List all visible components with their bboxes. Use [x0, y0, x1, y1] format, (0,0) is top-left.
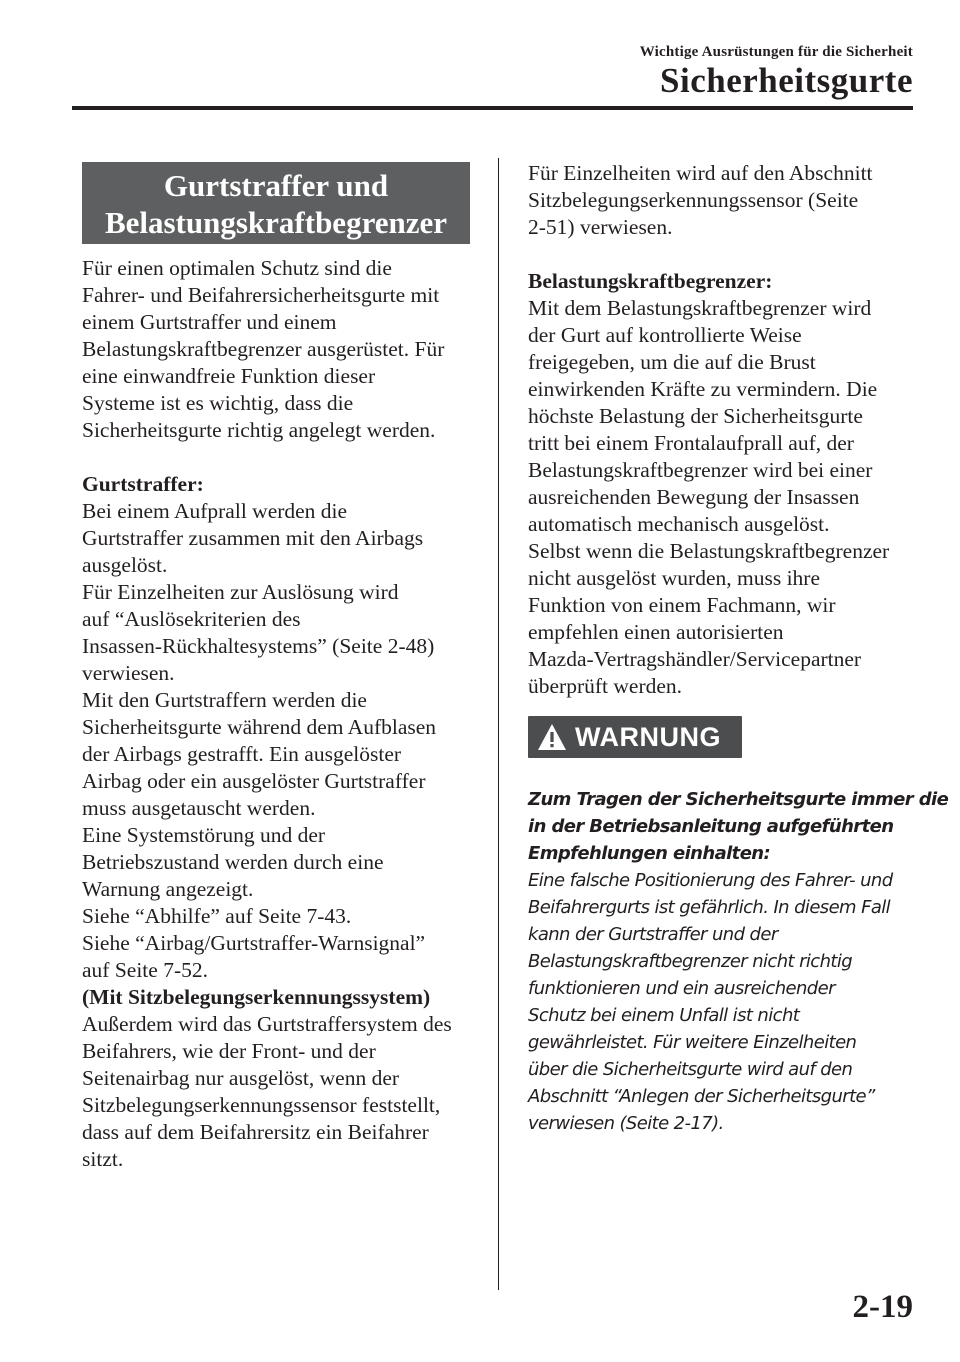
text-line: Bei einem Aufprall werden die — [82, 499, 348, 523]
occupancy-paragraph — [82, 1011, 474, 1173]
text-line: Mazda-Vertragshändler/Servicepartner — [528, 647, 862, 671]
warning-triangle-icon — [537, 723, 567, 751]
text-line: auf “Auslösekriterien des — [82, 607, 301, 631]
text-line: Sicherheitsgurte richtig angelegt werden. — [82, 418, 436, 442]
text-line: Gurtstraffer zusammen mit den Airbags — [82, 526, 424, 550]
text-line: Sicherheitsgurte während dem Aufblasen — [82, 715, 437, 739]
text-line: Siehe “Airbag/Gurtstraffer-Warnsignal” — [82, 931, 426, 955]
text-line: Beifahrers, wie der Front- und der — [82, 1039, 376, 1063]
text-line: Sitzbelegungserkennungssensor feststellt, — [82, 1093, 441, 1117]
text-line: überprüft werden. — [528, 674, 683, 698]
text-line: Belastungskraftbegrenzer wird bei einer — [528, 458, 873, 482]
section-heading-box — [82, 162, 470, 244]
left-column — [82, 255, 474, 1173]
text-line: in der Betriebsanleitung aufgeführten — [528, 816, 894, 837]
text-line: verwiesen. — [82, 661, 175, 685]
text-line: Abschnitt “Anlegen der Sicherheitsgurte” — [528, 1086, 875, 1107]
text-line: einwirkenden Kräfte zu vermindern. Die — [528, 377, 878, 401]
text-line: Schutz bei einem Unfall ist nicht — [528, 1005, 800, 1026]
section-heading-line2: Belastungskraftbegrenzer — [104, 205, 448, 240]
warning-instruction — [528, 786, 949, 867]
text-line: Zum Tragen der Sicherheitsgurte immer die — [528, 789, 949, 810]
warning-body — [528, 786, 949, 1137]
limiter-paragraph — [528, 295, 920, 700]
text-line: freigegeben, um die auf die Brust — [528, 350, 816, 374]
text-line: Belastungskraftbegrenzer nicht richtig — [528, 951, 853, 972]
text-line: tritt bei einem Frontalaufprall auf, der — [528, 431, 854, 455]
gurtstraffer-paragraph — [82, 498, 474, 984]
warning-label: WARNUNG — [575, 721, 721, 752]
header-subtitle: Wichtige Ausrüstungen für die Sicherheit — [639, 44, 913, 60]
intro-paragraph — [82, 255, 474, 444]
text-line: nicht ausgelöst wurden, muss ihre — [528, 566, 820, 590]
text-line: muss ausgetauscht werden. — [82, 796, 316, 820]
warning-paragraph — [528, 867, 920, 1137]
text-line: Für Einzelheiten zur Auslösung wird — [82, 580, 399, 604]
text-line: empfehlen einen autorisierten — [528, 620, 784, 644]
page-title: Sicherheitsgurte — [660, 61, 913, 100]
text-line: automatisch mechanisch ausgelöst. — [528, 512, 830, 536]
text-line: ausreichenden Bewegung der Insassen — [528, 485, 860, 509]
text-line: Systeme ist es wichtig, dass die — [82, 391, 354, 415]
text-line: Mit dem Belastungskraftbegrenzer wird — [528, 296, 872, 320]
text-line: höchste Belastung der Sicherheitsgurte — [528, 404, 863, 428]
text-line: kann der Gurtstraffer und der — [528, 924, 778, 945]
text-line: ausgelöst. — [82, 553, 168, 577]
text-line: Siehe “Abhilfe” auf Seite 7-43. — [82, 904, 352, 928]
text-line: Empfehlungen einhalten: — [528, 843, 771, 864]
text-line: Für Einzelheiten wird auf den Abschnitt — [528, 161, 873, 185]
text-line: dass auf dem Beifahrersitz ein Beifahrer — [82, 1120, 429, 1144]
text-line: gewährleistet. Für weitere Einzelheiten — [528, 1032, 857, 1053]
right-column — [528, 160, 920, 700]
text-line: Warnung angezeigt. — [82, 877, 254, 901]
header-rule — [72, 106, 913, 110]
text-line: der Gurt auf kontrollierte Weise — [528, 323, 802, 347]
text-line: über die Sicherheitsgurte wird auf den — [528, 1059, 853, 1080]
text-line: Seitenairbag nur ausgelöst, wenn der — [82, 1066, 400, 1090]
text-line: Eine Systemstörung und der — [82, 823, 326, 847]
text-line: Insassen-Rückhaltesystems” (Seite 2-48) — [82, 634, 435, 658]
text-line: funktionieren und ein ausreichender — [528, 978, 835, 999]
reference-paragraph — [528, 160, 920, 241]
text-line: Eine falsche Positionierung des Fahrer- und — [528, 870, 893, 891]
gurtstraffer-heading: Gurtstraffer: — [82, 472, 204, 496]
text-line: Betriebszustand werden durch eine — [82, 850, 384, 874]
text-line: Außerdem wird das Gurtstraffersystem des — [82, 1012, 452, 1036]
text-line: einem Gurtstraffer und einem — [82, 310, 337, 334]
text-line: verwiesen (Seite 2-17). — [528, 1113, 724, 1134]
limiter-heading: Belastungskraftbegrenzer: — [528, 269, 773, 293]
occupancy-heading: (Mit Sitzbelegungserkennungssystem) — [82, 985, 431, 1009]
text-line: Selbst wenn die Belastungskraftbegrenzer — [528, 539, 890, 563]
text-line: Fahrer- und Beifahrersicherheitsgurte mit — [82, 283, 440, 307]
section-heading-line1: Gurtstraffer und — [163, 168, 389, 203]
text-line: Funktion von einem Fachmann, wir — [528, 593, 836, 617]
text-line: eine einwandfreie Funktion dieser — [82, 364, 376, 388]
text-line: Sitzbelegungserkennungssensor (Seite — [528, 188, 859, 212]
text-line: Für einen optimalen Schutz sind die — [82, 256, 392, 280]
text-line: Mit den Gurtstraffern werden die — [82, 688, 367, 712]
text-line: sitzt. — [82, 1147, 124, 1171]
warning-label-box — [528, 716, 742, 758]
column-divider — [498, 158, 499, 1290]
text-line: Airbag oder ein ausgelöster Gurtstraffer — [82, 769, 426, 793]
text-line: Belastungskraftbegrenzer ausgerüstet. Für — [82, 337, 445, 361]
text-line: auf Seite 7-52. — [82, 958, 208, 982]
page-number: 2-19 — [852, 1289, 913, 1325]
text-line: Beifahrergurts ist gefährlich. In diesem Fall — [528, 897, 891, 918]
text-line: 2-51) verwiesen. — [528, 215, 673, 239]
text-line: der Airbags gestrafft. Ein ausgelöster — [82, 742, 402, 766]
